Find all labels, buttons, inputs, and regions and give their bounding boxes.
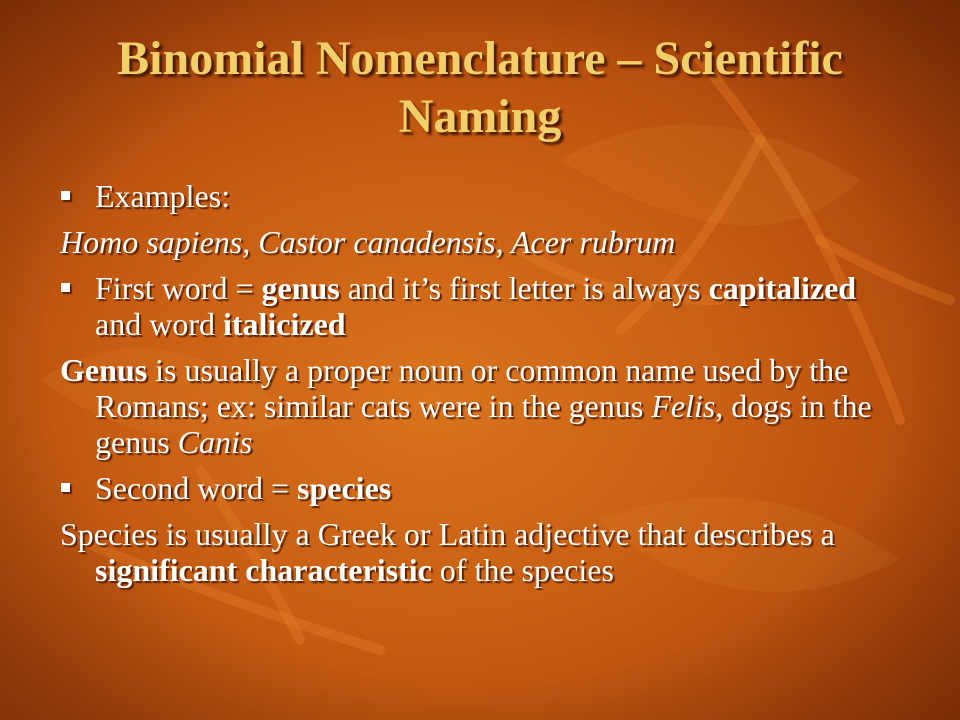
species-note	[60, 516, 910, 588]
first-word-italicized: italicized	[222, 306, 346, 342]
first-word-genus: genus	[261, 270, 340, 306]
second-word-text: Second word =	[95, 470, 298, 506]
example-names	[60, 224, 910, 260]
first-word-text-2: and it’s first letter is always	[339, 270, 709, 306]
square-bullet-icon	[61, 283, 70, 292]
species-note-text-1: Species is usually a Greek or Latin adjective that describes a	[60, 516, 835, 552]
genus-felis: Felis	[651, 388, 716, 424]
square-bullet-icon	[61, 191, 70, 200]
species-note-text-2: of the species	[431, 552, 614, 588]
slide-title: Binomial Nomenclature – Scientific Naming	[117, 32, 843, 143]
bullet-examples	[60, 178, 910, 214]
examples-label: Examples:	[95, 178, 231, 214]
genus-canis: Canis	[177, 424, 253, 460]
square-bullet-icon	[61, 483, 70, 492]
slide-body	[60, 178, 910, 598]
genus-note-term: Genus	[60, 352, 148, 388]
genus-note	[60, 352, 910, 460]
first-word-capitalized: capitalized	[708, 270, 857, 306]
species-note-characteristic: significant characteristic	[95, 552, 432, 588]
first-word-text-3: and word	[95, 306, 223, 342]
bullet-second-word	[60, 470, 910, 506]
example-names-text: Homo sapiens, Castor canadensis, Acer rubrum	[60, 224, 676, 260]
genus-note-text-2: , dogs in the genus	[95, 388, 872, 460]
genus-note-text-1: is usually a proper noun or common name used by the Romans; ex: similar cats were in the genus	[95, 352, 849, 424]
first-word-text-1: First word =	[95, 270, 262, 306]
second-word-species: species	[297, 470, 392, 506]
bullet-first-word	[60, 270, 910, 342]
